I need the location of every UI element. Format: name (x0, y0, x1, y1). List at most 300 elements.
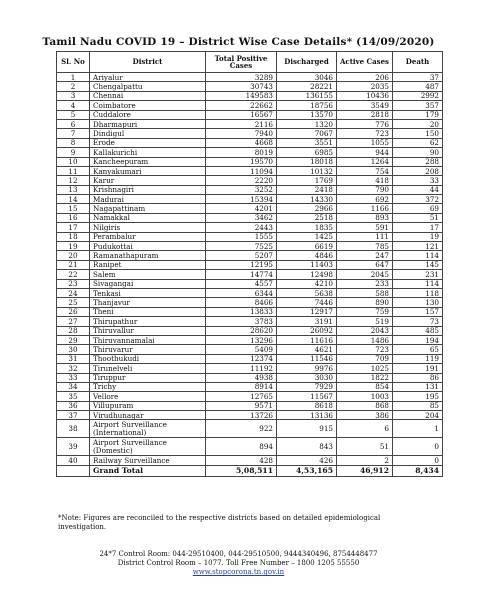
cell-active: 692 (337, 195, 393, 204)
cell-district: Thirupathur (90, 317, 206, 326)
table-row (57, 438, 443, 456)
cell-active: 785 (337, 242, 393, 251)
cell-sl-no: 28 (57, 326, 90, 335)
table-row (57, 213, 443, 222)
cell-district: Dindigul (90, 129, 206, 138)
cell-total-positive: 22662 (206, 101, 277, 110)
cell-death: 69 (393, 204, 443, 213)
table-row (57, 223, 443, 232)
cell-death: 121 (393, 242, 443, 251)
cell-district: Nagapattinam (90, 204, 206, 213)
cell-discharged: 28221 (277, 82, 337, 91)
cell-death: 150 (393, 129, 443, 138)
cell-sl-no: 30 (57, 345, 90, 354)
cell-death: 372 (393, 195, 443, 204)
total-death: 8,434 (393, 465, 443, 476)
cell-death: 487 (393, 82, 443, 91)
cell-district: Krishnagiri (90, 185, 206, 194)
cell-active: 754 (337, 166, 393, 175)
cell-district: Salem (90, 270, 206, 279)
cell-death: 85 (393, 401, 443, 410)
cell-active: 1822 (337, 373, 393, 382)
cell-total-positive: 11094 (206, 166, 277, 175)
table-row (57, 242, 443, 251)
cell-active: 2043 (337, 326, 393, 335)
cell-active: 868 (337, 401, 393, 410)
table-row (57, 345, 443, 354)
cell-total-positive: 19570 (206, 157, 277, 166)
cell-total-positive: 922 (206, 420, 277, 438)
cell-death: 179 (393, 110, 443, 119)
cell-district: Perambalur (90, 232, 206, 241)
cell-district: Airport Surveillance (Domestic) (90, 438, 206, 456)
cell-sl-no: 9 (57, 148, 90, 157)
cell-active: 1003 (337, 392, 393, 401)
cell-district: Coimbatore (90, 101, 206, 110)
cell-total-positive: 12374 (206, 354, 277, 363)
cell-sl-no: 27 (57, 317, 90, 326)
table-row (57, 411, 443, 420)
cell-sl-no: 4 (57, 101, 90, 110)
cell-active: 247 (337, 251, 393, 260)
cell-district: Ramanathapuram (90, 251, 206, 260)
cell-active: 2045 (337, 270, 393, 279)
table-row (57, 279, 443, 288)
cell-total-positive: 15394 (206, 195, 277, 204)
cell-active: 418 (337, 176, 393, 185)
cell-total-positive: 3289 (206, 73, 277, 82)
cell-discharged: 843 (277, 438, 337, 456)
total-positive: 5,08,511 (206, 465, 277, 476)
cell-death: 208 (393, 166, 443, 175)
table-row (57, 382, 443, 391)
cell-death: 485 (393, 326, 443, 335)
cell-district: Nilgiris (90, 223, 206, 232)
cell-district: Tenkasi (90, 288, 206, 297)
cell-discharged: 426 (277, 456, 337, 465)
cell-sl-no: 36 (57, 401, 90, 410)
cell-sl-no: 19 (57, 242, 90, 251)
cell-district: Tiruppur (90, 373, 206, 382)
cell-district: Theni (90, 307, 206, 316)
cell-death: 191 (393, 364, 443, 373)
cell-total-positive: 4938 (206, 373, 277, 382)
total-active: 46,912 (337, 465, 393, 476)
cell-death: 118 (393, 288, 443, 297)
website-link[interactable]: www.stopcorona.tn.gov.in (192, 568, 285, 577)
cell-death: 19 (393, 232, 443, 241)
cell-discharged: 4621 (277, 345, 337, 354)
cell-death: 62 (393, 138, 443, 147)
cell-death: 86 (393, 373, 443, 382)
cell-district: Thoothukudi (90, 354, 206, 363)
cell-total-positive: 12765 (206, 392, 277, 401)
cell-death: 37 (393, 73, 443, 82)
cell-sl-no: 32 (57, 364, 90, 373)
cell-sl-no: 10 (57, 157, 90, 166)
cell-district: Kancheepuram (90, 157, 206, 166)
cell-district: Airport Surveillance (International) (90, 420, 206, 438)
cell-total-positive: 30743 (206, 82, 277, 91)
cell-district: Ariyalur (90, 73, 206, 82)
cell-death: 2992 (393, 91, 443, 100)
header-active: Active Cases (337, 52, 393, 73)
cell-total-positive: 3462 (206, 213, 277, 222)
table-row (57, 326, 443, 335)
table-row (57, 166, 443, 175)
cell-death: 204 (393, 411, 443, 420)
cell-sl-no: 20 (57, 251, 90, 260)
table-row (57, 456, 443, 465)
total-discharged: 4,53,165 (277, 465, 337, 476)
cell-discharged: 5638 (277, 288, 337, 297)
cell-district: Karur (90, 176, 206, 185)
cell-total-positive: 8019 (206, 148, 277, 157)
header-district: District (90, 52, 206, 73)
cell-sl-no: 6 (57, 119, 90, 128)
cell-district: Erode (90, 138, 206, 147)
cell-active: 723 (337, 129, 393, 138)
cell-district: Ranipet (90, 260, 206, 269)
cell-active: 759 (337, 307, 393, 316)
cell-total-positive: 8466 (206, 298, 277, 307)
cell-discharged: 3191 (277, 317, 337, 326)
cell-sl-no: 21 (57, 260, 90, 269)
total-blank (57, 465, 90, 476)
cell-death: 1 (393, 420, 443, 438)
header-death: Death (393, 52, 443, 73)
control-room-line: 24*7 Control Room: 044-29510400, 044-29510500, 9444340496, 8754448477 (99, 550, 378, 558)
cell-total-positive: 7525 (206, 242, 277, 251)
cell-death: 130 (393, 298, 443, 307)
table-row (57, 195, 443, 204)
cell-discharged: 6619 (277, 242, 337, 251)
cell-discharged: 13570 (277, 110, 337, 119)
cell-district: Kallakurichi (90, 148, 206, 157)
cell-sl-no: 31 (57, 354, 90, 363)
cell-discharged: 12498 (277, 270, 337, 279)
cell-discharged: 2518 (277, 213, 337, 222)
table-row (57, 317, 443, 326)
cell-total-positive: 11192 (206, 364, 277, 373)
cell-total-positive: 14774 (206, 270, 277, 279)
cell-death: 157 (393, 307, 443, 316)
cell-discharged: 18756 (277, 101, 337, 110)
table-row (57, 392, 443, 401)
cell-total-positive: 428 (206, 456, 277, 465)
cell-sl-no: 15 (57, 204, 90, 213)
cell-district: Chengalpattu (90, 82, 206, 91)
district-case-table (56, 51, 443, 477)
cell-total-positive: 28620 (206, 326, 277, 335)
cell-death: 131 (393, 382, 443, 391)
cell-discharged: 11403 (277, 260, 337, 269)
cell-total-positive: 6344 (206, 288, 277, 297)
cell-death: 231 (393, 270, 443, 279)
cell-active: 111 (337, 232, 393, 241)
cell-active: 10436 (337, 91, 393, 100)
cell-active: 519 (337, 317, 393, 326)
cell-discharged: 7446 (277, 298, 337, 307)
cell-sl-no: 7 (57, 129, 90, 138)
cell-discharged: 7929 (277, 382, 337, 391)
table-row (57, 73, 443, 82)
cell-active: 1486 (337, 335, 393, 344)
cell-total-positive: 2220 (206, 176, 277, 185)
cell-sl-no: 1 (57, 73, 90, 82)
table-row (57, 110, 443, 119)
cell-discharged: 1425 (277, 232, 337, 241)
cell-active: 591 (337, 223, 393, 232)
cell-death: 288 (393, 157, 443, 166)
table-row (57, 364, 443, 373)
cell-sl-no: 18 (57, 232, 90, 241)
cell-total-positive: 3252 (206, 185, 277, 194)
table-row (57, 335, 443, 344)
cell-discharged: 4210 (277, 279, 337, 288)
cell-death: 33 (393, 176, 443, 185)
footer-contact (0, 550, 477, 577)
cell-discharged: 136155 (277, 91, 337, 100)
cell-discharged: 26092 (277, 326, 337, 335)
cell-total-positive: 4668 (206, 138, 277, 147)
table-row (57, 157, 443, 166)
cell-active: 723 (337, 345, 393, 354)
cell-total-positive: 12195 (206, 260, 277, 269)
cell-discharged: 2966 (277, 204, 337, 213)
cell-sl-no: 39 (57, 438, 90, 456)
cell-active: 588 (337, 288, 393, 297)
cell-district: Chennai (90, 91, 206, 100)
cell-district: Villupuram (90, 401, 206, 410)
table-row (57, 232, 443, 241)
cell-death: 0 (393, 456, 443, 465)
cell-death: 20 (393, 119, 443, 128)
cell-active: 386 (337, 411, 393, 420)
cell-district: Thiruvannamalai (90, 335, 206, 344)
cell-sl-no: 2 (57, 82, 90, 91)
cell-discharged: 11616 (277, 335, 337, 344)
cell-total-positive: 149583 (206, 91, 277, 100)
table-row (57, 101, 443, 110)
cell-sl-no: 12 (57, 176, 90, 185)
cell-death: 194 (393, 335, 443, 344)
cell-sl-no: 38 (57, 420, 90, 438)
cell-discharged: 13136 (277, 411, 337, 420)
cell-total-positive: 16567 (206, 110, 277, 119)
cell-discharged: 2418 (277, 185, 337, 194)
cell-total-positive: 3783 (206, 317, 277, 326)
cell-death: 17 (393, 223, 443, 232)
cell-sl-no: 16 (57, 213, 90, 222)
cell-active: 1166 (337, 204, 393, 213)
cell-discharged: 11546 (277, 354, 337, 363)
header-total-positive: Total Positive Cases (206, 52, 277, 73)
cell-total-positive: 4557 (206, 279, 277, 288)
cell-active: 776 (337, 119, 393, 128)
cell-death: 90 (393, 148, 443, 157)
cell-active: 3549 (337, 101, 393, 110)
cell-sl-no: 26 (57, 307, 90, 316)
cell-sl-no: 23 (57, 279, 90, 288)
total-label: Grand Total (90, 465, 206, 476)
cell-active: 6 (337, 420, 393, 438)
cell-sl-no: 35 (57, 392, 90, 401)
table-row (57, 260, 443, 269)
cell-active: 944 (337, 148, 393, 157)
cell-death: 114 (393, 251, 443, 260)
cell-active: 2 (337, 456, 393, 465)
cell-district: Tirunelveli (90, 364, 206, 373)
cell-district: Namakkal (90, 213, 206, 222)
cell-discharged: 8618 (277, 401, 337, 410)
cell-active: 51 (337, 438, 393, 456)
table-header-row (57, 52, 443, 73)
cell-death: 114 (393, 279, 443, 288)
cell-sl-no: 14 (57, 195, 90, 204)
cell-district: Pudukottai (90, 242, 206, 251)
cell-sl-no: 5 (57, 110, 90, 119)
cell-sl-no: 34 (57, 382, 90, 391)
cell-total-positive: 4201 (206, 204, 277, 213)
cell-active: 709 (337, 354, 393, 363)
table-row (57, 129, 443, 138)
cell-death: 145 (393, 260, 443, 269)
cell-discharged: 18018 (277, 157, 337, 166)
cell-death: 0 (393, 438, 443, 456)
cell-death: 119 (393, 354, 443, 363)
table-row (57, 401, 443, 410)
cell-discharged: 6985 (277, 148, 337, 157)
cell-total-positive: 13296 (206, 335, 277, 344)
table-row (57, 185, 443, 194)
toll-free-line: District Control Room – 1077. Toll Free Number – 1800 1205 55550 (117, 559, 360, 568)
cell-death: 195 (393, 392, 443, 401)
cell-active: 647 (337, 260, 393, 269)
cell-discharged: 10132 (277, 166, 337, 175)
table-row (57, 91, 443, 100)
cell-sl-no: 17 (57, 223, 90, 232)
cell-district: Thiruvarur (90, 345, 206, 354)
cell-sl-no: 11 (57, 166, 90, 175)
cell-discharged: 1769 (277, 176, 337, 185)
cell-sl-no: 33 (57, 373, 90, 382)
cell-active: 893 (337, 213, 393, 222)
cell-district: Virudhunagar (90, 411, 206, 420)
cell-district: Cuddalore (90, 110, 206, 119)
table-row (57, 148, 443, 157)
cell-active: 2818 (337, 110, 393, 119)
cell-total-positive: 9571 (206, 401, 277, 410)
cell-discharged: 3551 (277, 138, 337, 147)
cell-district: Kanyakumari (90, 166, 206, 175)
cell-total-positive: 7940 (206, 129, 277, 138)
cell-sl-no: 22 (57, 270, 90, 279)
grand-total-row (57, 465, 443, 476)
cell-district: Thanjavur (90, 298, 206, 307)
table-row (57, 138, 443, 147)
table-row (57, 251, 443, 260)
cell-total-positive: 8914 (206, 382, 277, 391)
cell-discharged: 3030 (277, 373, 337, 382)
cell-discharged: 915 (277, 420, 337, 438)
table-row (57, 307, 443, 316)
table-row (57, 354, 443, 363)
cell-discharged: 1320 (277, 119, 337, 128)
header-discharged: Discharged (277, 52, 337, 73)
table-row (57, 288, 443, 297)
cell-sl-no: 3 (57, 91, 90, 100)
cell-death: 73 (393, 317, 443, 326)
cell-sl-no: 24 (57, 288, 90, 297)
table-row (57, 298, 443, 307)
table-row (57, 420, 443, 438)
cell-district: Railway Surveillance (90, 456, 206, 465)
cell-sl-no: 37 (57, 411, 90, 420)
cell-active: 206 (337, 73, 393, 82)
cell-death: 51 (393, 213, 443, 222)
table-body (57, 73, 443, 477)
cell-active: 1025 (337, 364, 393, 373)
cell-active: 1055 (337, 138, 393, 147)
cell-discharged: 14330 (277, 195, 337, 204)
cell-total-positive: 894 (206, 438, 277, 456)
cell-discharged: 9976 (277, 364, 337, 373)
cell-total-positive: 13726 (206, 411, 277, 420)
cell-sl-no: 13 (57, 185, 90, 194)
page-title: Tamil Nadu COVID 19 – District Wise Case Details* (14/09/2020) (42, 36, 435, 48)
table-row (57, 373, 443, 382)
cell-district: Sivagangai (90, 279, 206, 288)
table-row (57, 82, 443, 91)
cell-active: 1264 (337, 157, 393, 166)
cell-sl-no: 8 (57, 138, 90, 147)
cell-total-positive: 5207 (206, 251, 277, 260)
cell-active: 233 (337, 279, 393, 288)
cell-discharged: 7067 (277, 129, 337, 138)
cell-district: Madurai (90, 195, 206, 204)
cell-discharged: 4846 (277, 251, 337, 260)
table-row (57, 270, 443, 279)
cell-active: 790 (337, 185, 393, 194)
cell-discharged: 1835 (277, 223, 337, 232)
cell-sl-no: 25 (57, 298, 90, 307)
cell-total-positive: 13833 (206, 307, 277, 316)
header-sl-no: Sl. No (57, 52, 90, 73)
cell-death: 357 (393, 101, 443, 110)
cell-discharged: 11567 (277, 392, 337, 401)
cell-active: 2035 (337, 82, 393, 91)
cell-discharged: 3046 (277, 73, 337, 82)
table-row (57, 119, 443, 128)
cell-discharged: 12917 (277, 307, 337, 316)
cell-active: 854 (337, 382, 393, 391)
cell-total-positive: 2116 (206, 119, 277, 128)
cell-district: Vellore (90, 392, 206, 401)
cell-district: Dharmapuri (90, 119, 206, 128)
table-row (57, 204, 443, 213)
cell-death: 44 (393, 185, 443, 194)
cell-sl-no: 40 (57, 456, 90, 465)
cell-death: 65 (393, 345, 443, 354)
cell-active: 890 (337, 298, 393, 307)
cell-total-positive: 5409 (206, 345, 277, 354)
cell-total-positive: 2443 (206, 223, 277, 232)
cell-sl-no: 29 (57, 335, 90, 344)
table-row (57, 176, 443, 185)
cell-total-positive: 1555 (206, 232, 277, 241)
footnote: *Note: Figures are reconciled to the respective districts based on detailed epidemiological investigation. (58, 514, 381, 532)
